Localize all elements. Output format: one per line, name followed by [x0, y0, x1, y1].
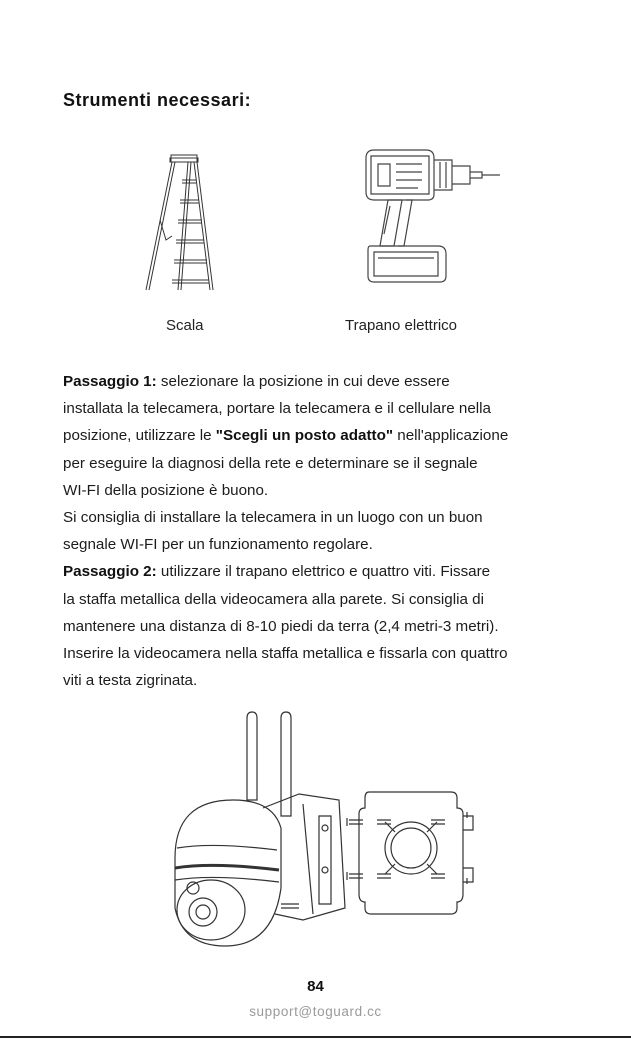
bottom-rule: [0, 1036, 631, 1038]
step-1-line-5: WI-FI della posizione è buono.: [63, 481, 269, 499]
step-1-text-3b: nell'applicazione: [393, 427, 509, 445]
step-1-line-2: installata la telecamera, portare la telecamera e il cellulare nella: [63, 400, 492, 418]
advice-line-1: Si consiglia di installare la telecamera in un luogo con un buon: [63, 509, 483, 527]
ladder-figure: [138, 150, 238, 292]
step-1-text-1: selezionare la posizione in cui deve essere: [156, 373, 450, 390]
drill-figure: [362, 148, 504, 288]
ladder-icon: [138, 150, 238, 292]
step-2-label: Passaggio 2:: [63, 563, 157, 581]
tool-caption-ladder: Scala: [166, 317, 204, 334]
section-title: Strumenti necessari:: [63, 90, 252, 110]
step-1-line-1: [63, 368, 593, 395]
step-2-text-1: utilizzare il trapano elettrico e quattro viti. Fissare: [156, 563, 491, 581]
instructions: [63, 368, 593, 694]
step-1-line-4: per eseguire la diagnosi della rete e determinare se il segnale: [63, 454, 478, 472]
drill-icon: [362, 148, 504, 288]
camera-bracket-figure: [163, 708, 483, 958]
footer-url: support@toguard.cc: [249, 1004, 382, 1019]
step-2-line-2: la staffa metallica della videocamera alla parete. Si consiglia di: [63, 590, 484, 608]
step-2-line-4: Inserire la videocamera nella staffa metallica e fissarla con quattro: [63, 645, 508, 663]
page-number: 84: [307, 978, 324, 995]
step-2-line-1: [63, 558, 593, 585]
step-1-label: Passaggio 1:: [63, 373, 157, 390]
camera-bracket-icon: [163, 708, 483, 958]
step-2-line-3: mantenere una distanza di 8-10 piedi da terra (2,4 metri-3 metri).: [63, 617, 499, 635]
step-2-line-5: viti a testa zigrinata.: [63, 672, 198, 690]
advice-line-2: segnale WI-FI per un funzionamento regolare.: [63, 536, 373, 554]
step-1-text-3a: posizione, utilizzare le: [63, 427, 216, 445]
app-feature-name: "Scegli un posto adatto": [215, 427, 394, 445]
tool-caption-drill: Trapano elettrico: [345, 317, 458, 334]
step-1-line-3: [63, 422, 593, 449]
